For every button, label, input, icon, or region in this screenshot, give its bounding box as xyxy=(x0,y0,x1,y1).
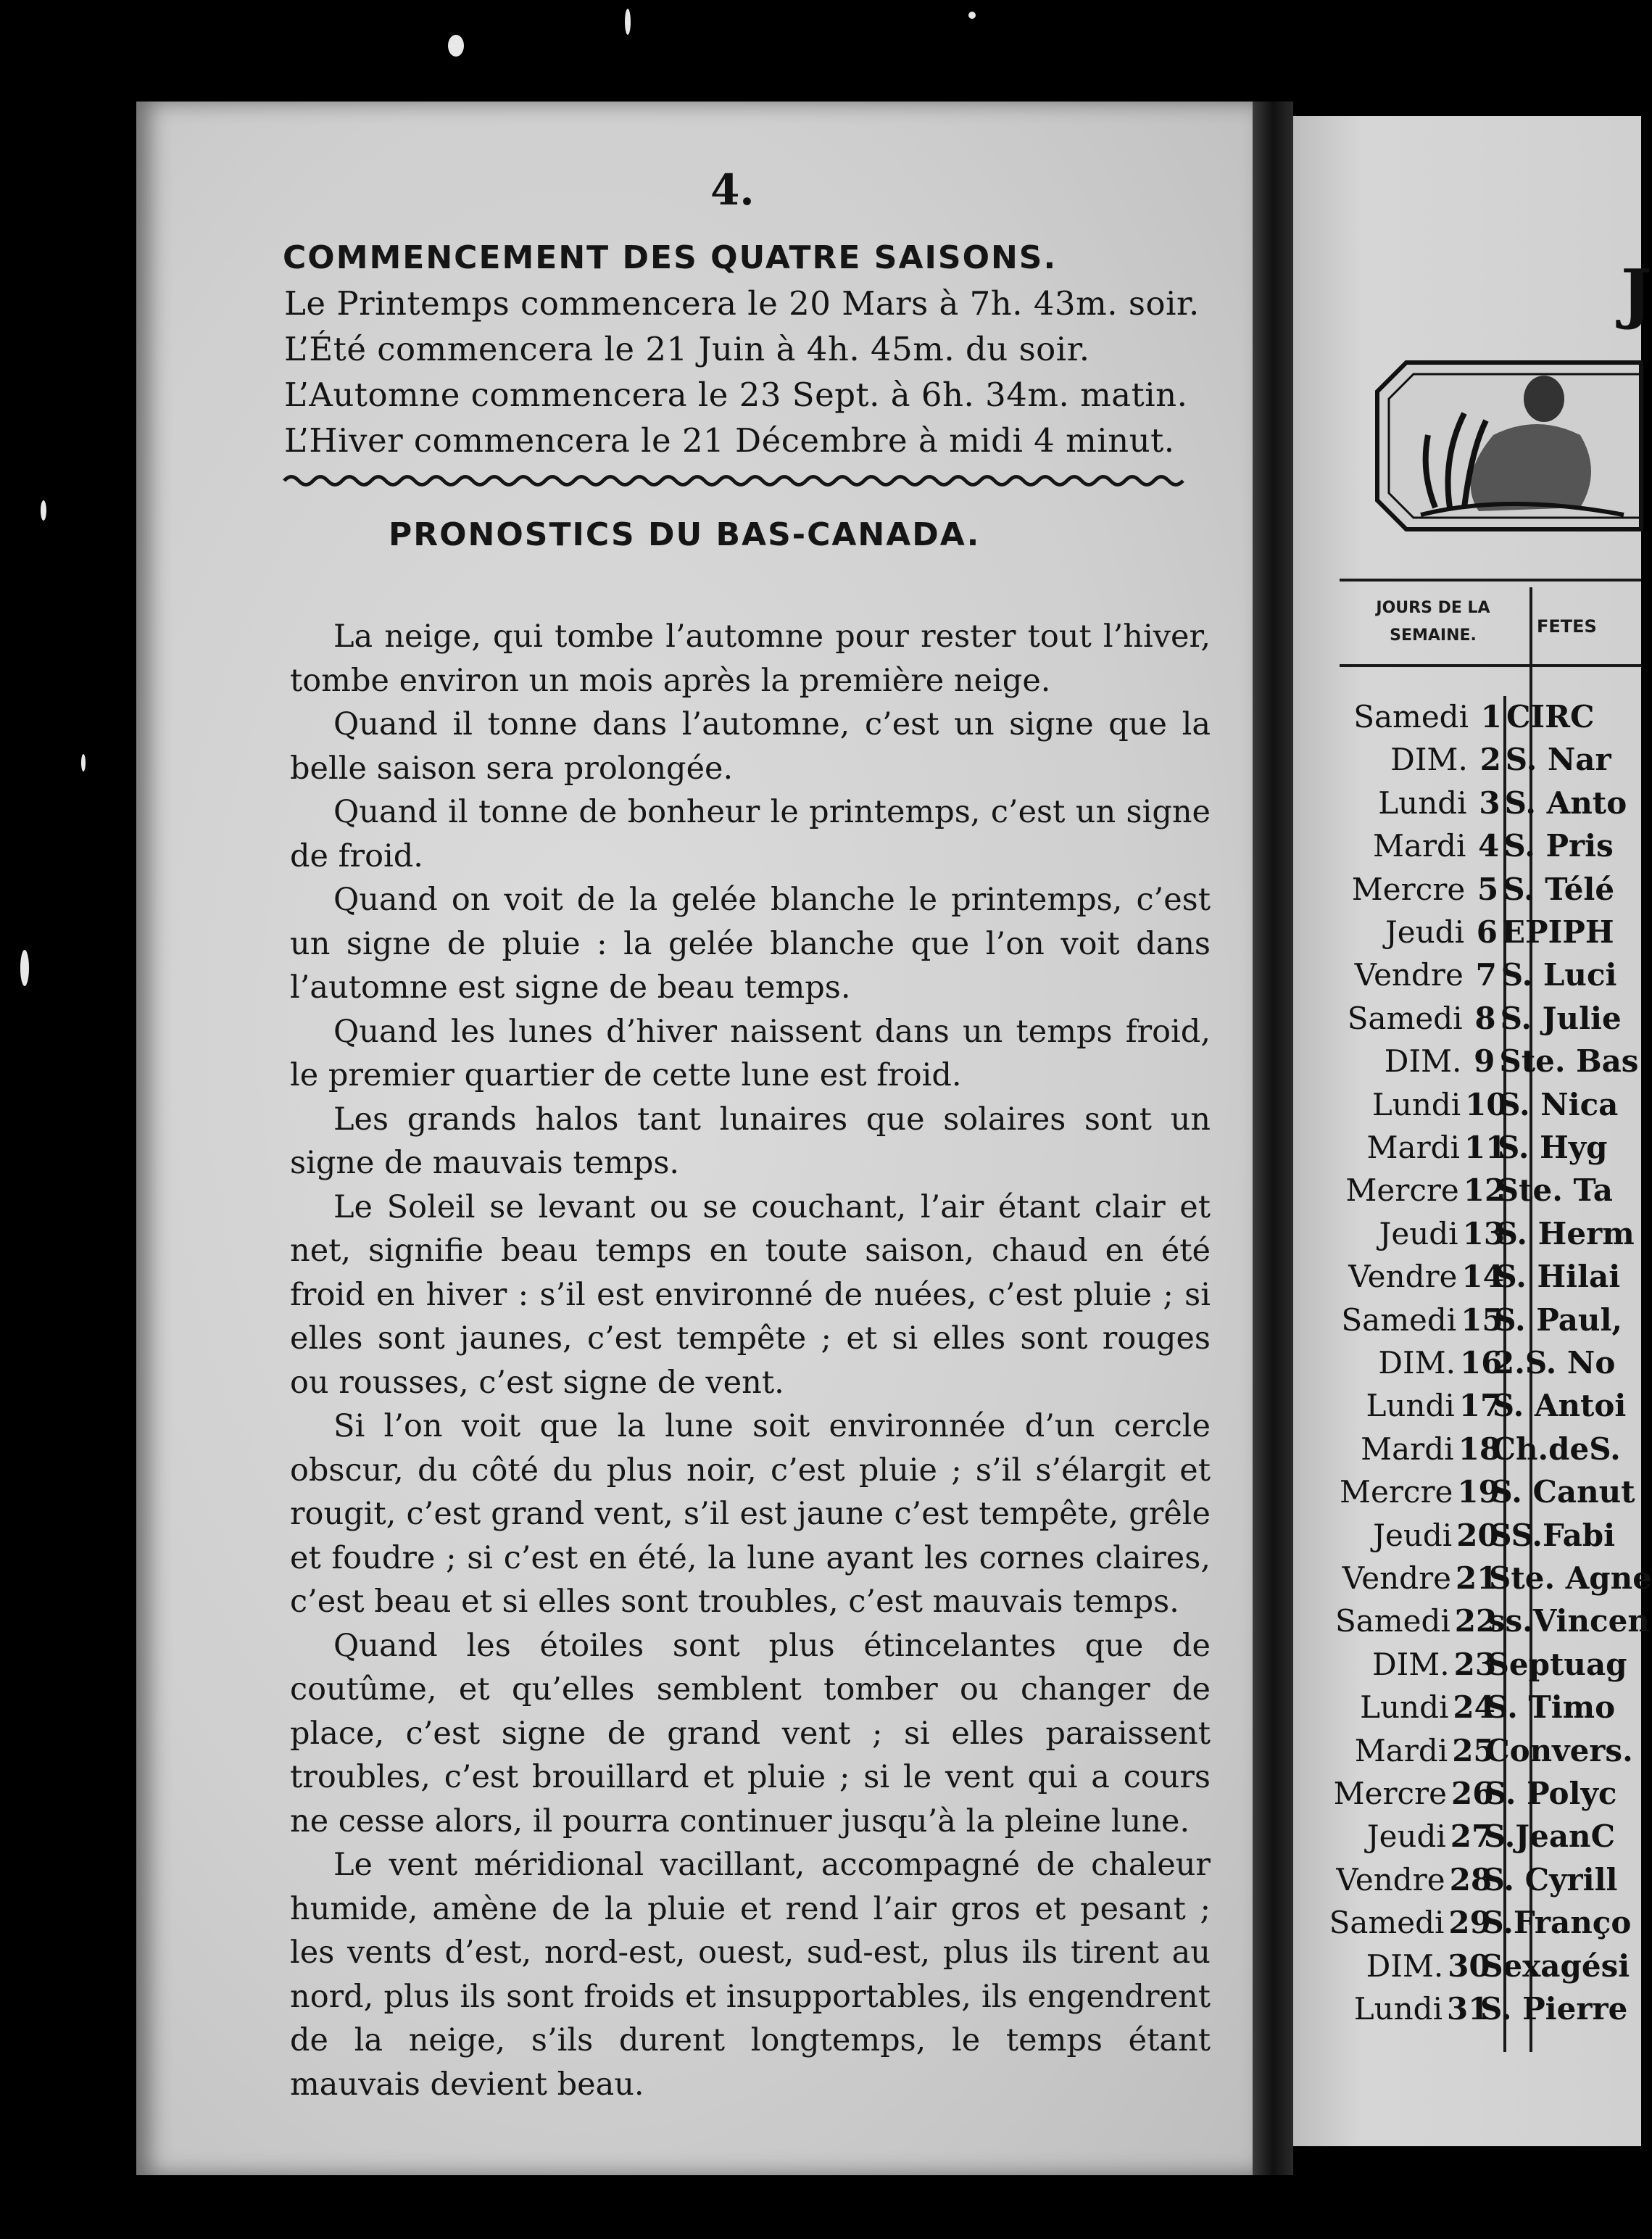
calendar-day: Lundi xyxy=(1371,1086,1461,1122)
film-speck xyxy=(625,9,631,35)
calendar-day: Vendre xyxy=(1336,1861,1445,1897)
calendar-date: 29 xyxy=(1448,1905,1491,1941)
pronostics-heading: PRONOSTICS DU BAS-CANADA. xyxy=(389,516,981,553)
calendar-day: Lundi xyxy=(1366,1388,1455,1424)
calendar-row xyxy=(1306,1905,1632,1947)
calendar-fete: S. Luci xyxy=(1501,957,1617,993)
calendar-date: 26 xyxy=(1451,1776,1494,1811)
film-speck xyxy=(448,35,464,57)
calendar-date: 20 xyxy=(1456,1517,1499,1553)
season-line-summer: L’Été commencera le 21 Juin à 4h. 45m. du soir. xyxy=(284,330,1090,368)
calendar-row xyxy=(1312,1647,1631,1689)
calendar-fete: SS.Fabi xyxy=(1490,1517,1616,1553)
calendar-row xyxy=(1314,1518,1633,1560)
calendar-fete: EPIPH xyxy=(1502,914,1614,950)
calendar-fete: S. Timo xyxy=(1486,1689,1616,1726)
calendar-fete: S. Herm xyxy=(1495,1215,1635,1251)
pronostic-paragraph: Le Soleil se levant ou se couchant, l’air étant clair et net, signifie beau temps en toute saison, chaud en été froid en hiver : s’il est environné de nuées, c’est pluie ; si elles sont jaunes, c’est tempête ; et si elles sont rouges ou rousses, c’est signe de vent. xyxy=(290,1188,1211,1401)
calendar-fete: S. Pris xyxy=(1503,828,1614,864)
pronostic-paragraph: Le vent méridional vacillant, accompagné de chaleur humide, amène de la pluie et rend l’air gros et pesant ; les vents d’est, nord-est, ouest, sud-est, plus ils tirent au nord, plus ils sont froids et insupportables, ils engendrent de la neige, s’ils durent longtemps, le temps étant mauvais devient beau. xyxy=(290,1847,1211,2103)
calendar-day: Lundi xyxy=(1378,785,1467,821)
page-number: 4. xyxy=(710,165,755,215)
calendar-day: DIM. xyxy=(1390,742,1468,778)
calendar-date: 19 xyxy=(1457,1474,1500,1510)
calendar-row xyxy=(1326,957,1645,999)
calendar-date: 13 xyxy=(1462,1215,1506,1251)
calendar-fete: S. Télé xyxy=(1503,871,1615,907)
pronostic-paragraph: Quand les lunes d’hiver naissent dans un temps froid, le premier quartier de cette lune est froid. xyxy=(290,1013,1211,1093)
calendar-row xyxy=(1330,742,1649,784)
film-speck xyxy=(41,500,46,521)
calendar-fete: Convers. xyxy=(1485,1732,1633,1768)
calendar-row xyxy=(1318,1345,1637,1387)
calendar-row xyxy=(1306,1948,1630,1990)
calendar-row xyxy=(1324,1043,1643,1085)
calendar-row xyxy=(1319,1302,1638,1344)
calendar-date: 16 xyxy=(1460,1345,1503,1381)
calendar-row xyxy=(1317,1388,1636,1430)
calendar-date: 24 xyxy=(1453,1689,1495,1726)
calendar-fete: Sexagési xyxy=(1481,1948,1630,1984)
calendar-day: Samedi xyxy=(1329,1905,1445,1941)
calendar-date: 4 xyxy=(1478,828,1500,864)
calendar-day: Mercre xyxy=(1351,871,1466,907)
calendar-day: Samedi xyxy=(1347,1000,1463,1036)
calendar-day: Vendre xyxy=(1354,957,1464,993)
calendar-day: DIM. xyxy=(1366,1948,1444,1984)
calendar-row xyxy=(1319,1259,1638,1301)
calendar-row xyxy=(1323,1087,1642,1129)
calendar-date: 6 xyxy=(1476,914,1498,950)
pronostic-paragraph: Les grands halos tant lunaires que solaires sont un signe de mauvais temps. xyxy=(290,1101,1211,1181)
wavy-divider xyxy=(284,471,1183,490)
calendar-fete: 2.S. No xyxy=(1493,1345,1616,1381)
calendar-day: Mardi xyxy=(1372,828,1466,864)
pronostic-paragraph: Quand il tonne dans l’automne, c’est un signe que la belle saison sera prolongée. xyxy=(290,706,1211,787)
calendar-fete: S. Hyg xyxy=(1498,1130,1608,1165)
calendar-row xyxy=(1313,1603,1650,1645)
pronostic-paragraph: Si l’on voit que la lune soit environnée d’un cercle obscur, du côté du plus noir, c’est pluie ; s’il s’élargit et rougit, c’est grand vent, s’il est jaune c’est tempête, grêle et foudre ; si c’est en été, la lune ayant les cornes claires, c’est beau et si elles sont troubles, c’est mauvais temps. xyxy=(290,1408,1211,1620)
calendar-day: DIM. xyxy=(1378,1345,1456,1381)
seasons-heading: COMMENCEMENT DES QUATRE SAISONS. xyxy=(283,239,1058,276)
calendar-row xyxy=(1322,1130,1641,1172)
calendar-day: Samedi xyxy=(1353,699,1469,734)
pronostic-paragraph: Quand on voit de la gelée blanche le printemps, c’est un signe de pluie : la gelée blanche que l’on voit dans l’automne est signe de beau temps. xyxy=(290,882,1211,1006)
header-fetes: FETES xyxy=(1537,616,1597,637)
calendar-fete: S. Antoi xyxy=(1492,1388,1627,1424)
calendar-date: 31 xyxy=(1447,1991,1490,2027)
calendar-fete: S. Pierre xyxy=(1480,1991,1628,2027)
calendar-row xyxy=(1305,1991,1628,2033)
calendar-fete: S. Cyrill xyxy=(1482,1861,1618,1897)
calendar-fete: S.Franço xyxy=(1482,1905,1632,1941)
calendar-date: 23 xyxy=(1453,1646,1497,1682)
calendar-fete: Ch.deS. xyxy=(1491,1431,1621,1467)
calendar-row xyxy=(1321,1216,1640,1258)
calendar-row xyxy=(1327,872,1646,914)
calendar-date: 3 xyxy=(1479,785,1501,821)
calendar-day: DIM. xyxy=(1384,1043,1462,1080)
calendar-date: 9 xyxy=(1474,1043,1495,1080)
calendar-date: 28 xyxy=(1449,1861,1493,1897)
calendar-fete: S. Polyc xyxy=(1485,1776,1617,1811)
calendar-fete: S. Nica xyxy=(1498,1086,1619,1122)
calendar-fete: Ste. Ta xyxy=(1496,1172,1613,1209)
calendar-fete: ss.Vincen xyxy=(1487,1603,1650,1639)
calendar-row xyxy=(1325,1001,1644,1043)
calendar-row xyxy=(1308,1818,1627,1861)
pronostic-paragraph: Quand il tonne de bonheur le printemps, c’est un signe de froid. xyxy=(290,794,1211,874)
calendar-date: 18 xyxy=(1458,1431,1501,1467)
calendar-fete: S. Julie xyxy=(1500,1000,1622,1036)
engraving-vignette-icon xyxy=(1363,348,1641,544)
calendar-day: Vendre xyxy=(1348,1259,1458,1295)
film-speck xyxy=(20,950,29,986)
calendar-day: Lundi xyxy=(1353,1991,1443,2027)
season-line-spring: Le Printemps commencera le 20 Mars à 7h. 43m. soir. xyxy=(284,284,1200,323)
calendar-row xyxy=(1327,914,1645,956)
calendar-date: 12 xyxy=(1463,1172,1506,1209)
calendar-fete: Ste. Bas xyxy=(1499,1043,1639,1080)
calendar-date: 14 xyxy=(1461,1259,1504,1295)
calendar-day: Mardi xyxy=(1354,1732,1448,1768)
calendar-day: Mercre xyxy=(1333,1776,1447,1811)
calendar-row xyxy=(1321,1172,1640,1214)
calendar-day: Vendre xyxy=(1342,1560,1451,1596)
calendar-date: 25 xyxy=(1452,1732,1495,1768)
calendar-fete: Ste. Agne xyxy=(1489,1560,1652,1596)
calendar-fete: S. Hilai xyxy=(1495,1259,1621,1295)
calendar-date: 22 xyxy=(1454,1603,1498,1639)
calendar-header-rule xyxy=(1340,664,1641,667)
calendar-date: 5 xyxy=(1477,871,1499,907)
calendar-row xyxy=(1331,699,1650,741)
calendar-day: Mardi xyxy=(1361,1431,1454,1467)
calendar-fete: S.JeanC xyxy=(1483,1818,1616,1855)
calendar-date: 11 xyxy=(1464,1130,1507,1165)
calendar-row xyxy=(1309,1776,1628,1818)
season-line-winter: L’Hiver commencera le 21 Décembre à midi 4 minut. xyxy=(284,421,1175,460)
calendar-row xyxy=(1311,1689,1630,1731)
film-speck xyxy=(81,754,86,771)
header-days: JOURS DE LA SEMAINE. xyxy=(1376,599,1490,645)
calendar-date: 10 xyxy=(1465,1086,1508,1122)
calendar-date: 21 xyxy=(1456,1560,1498,1596)
calendar-day: Jeudi xyxy=(1379,1215,1458,1251)
calendar-day: Jeudi xyxy=(1366,1818,1446,1855)
calendar-day: DIM. xyxy=(1371,1646,1450,1682)
calendar-row xyxy=(1315,1474,1634,1516)
calendar-day: Jeudi xyxy=(1385,914,1464,950)
calendar-date: 1 xyxy=(1480,699,1502,734)
calendar-row xyxy=(1313,1560,1652,1602)
calendar-day: Mercre xyxy=(1345,1172,1459,1209)
calendar-date: 7 xyxy=(1475,957,1497,993)
calendar-date: 30 xyxy=(1448,1948,1490,1984)
month-title-letter: J xyxy=(1621,255,1652,332)
film-speck xyxy=(968,12,976,19)
calendar-date: 2 xyxy=(1479,742,1501,778)
calendar-day: Samedi xyxy=(1341,1301,1457,1338)
calendar-fete: S. Paul, xyxy=(1494,1301,1623,1338)
calendar-date: 27 xyxy=(1450,1818,1493,1855)
calendar-day: Mercre xyxy=(1339,1474,1453,1510)
calendar-row xyxy=(1310,1732,1633,1775)
season-line-autumn: L’Automne commencera le 23 Sept. à 6h. 34m. matin. xyxy=(284,376,1188,414)
calendar-day: Lundi xyxy=(1360,1689,1449,1726)
calendar-fete: Septuag xyxy=(1487,1646,1627,1682)
calendar-day: Jeudi xyxy=(1373,1517,1453,1553)
calendar-fete: S. Nar xyxy=(1505,742,1611,778)
calendar-top-rule xyxy=(1340,579,1641,582)
calendar-fete: S. Anto xyxy=(1504,785,1627,821)
calendar-day: Samedi xyxy=(1335,1603,1450,1639)
pronostics-text xyxy=(290,615,1211,2106)
calendar-row xyxy=(1328,828,1647,870)
calendar-row xyxy=(1316,1431,1635,1473)
page-gutter xyxy=(1253,102,1293,2175)
calendar-day: Mardi xyxy=(1366,1130,1460,1165)
calendar-row xyxy=(1329,785,1648,827)
calendar-row xyxy=(1308,1862,1627,1904)
calendar-date: 15 xyxy=(1461,1301,1503,1338)
calendar-fete: CIRC xyxy=(1506,699,1595,734)
pronostic-paragraph: Quand les étoiles sont plus étincelantes que de coutûme, et qu’elles semblent tomber ou changer de place, c’est signe de grand vent ; si elles paraissent troubles, c’est brouillard et pluie ; si le vent qui a cours ne cesse alors, il pourra continuer jusqu’à la pleine lune. xyxy=(290,1627,1211,1839)
pronostic-paragraph: La neige, qui tombe l’automne pour rester tout l’hiver, tombe environ un mois après la première neige. xyxy=(290,618,1211,699)
calendar-date: 8 xyxy=(1474,1000,1496,1036)
calendar-date: 17 xyxy=(1458,1388,1502,1424)
calendar-fete: S. Canut xyxy=(1490,1474,1635,1510)
